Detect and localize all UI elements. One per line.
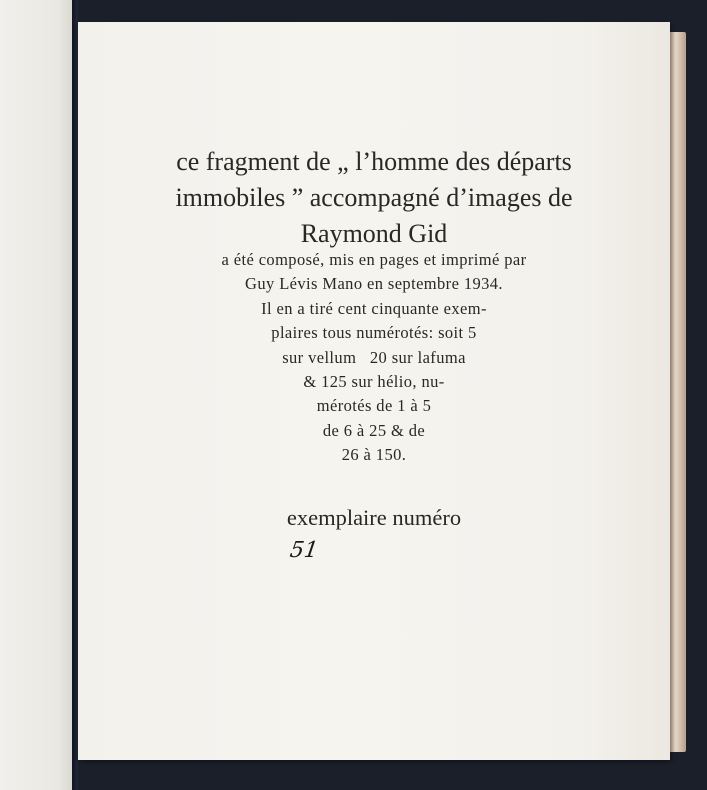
left-page	[0, 0, 72, 790]
body-line: sur vellum 20 sur lafuma	[282, 347, 466, 367]
body-line: mérotés de 1 à 5	[316, 396, 432, 416]
colophon-title	[78, 144, 670, 252]
colophon-body	[78, 248, 670, 468]
body-line: Il en a tiré cent cinquante exem-	[261, 298, 487, 318]
title-line: immobiles ” accompagné d’images de	[175, 183, 573, 212]
body-line: 26 à 150.	[341, 445, 407, 465]
body-line: a été composé, mis en pages et imprimé par	[221, 250, 527, 269]
title-line: Raymond Gid	[300, 219, 448, 248]
body-line: Guy Lévis Mano en septembre 1934.	[245, 274, 503, 294]
colophon-page	[78, 22, 670, 760]
copy-label: exemplaire numéro	[286, 505, 462, 530]
body-line: & 125 sur hélio, nu-	[303, 372, 445, 392]
body-line: plaires tous numérotés: soit 5	[271, 323, 477, 343]
handwritten-copy-number: 51	[288, 538, 320, 563]
title-line: ce fragment de „ l’homme des départs	[176, 147, 572, 176]
body-line: de 6 à 25 & de	[322, 420, 426, 440]
